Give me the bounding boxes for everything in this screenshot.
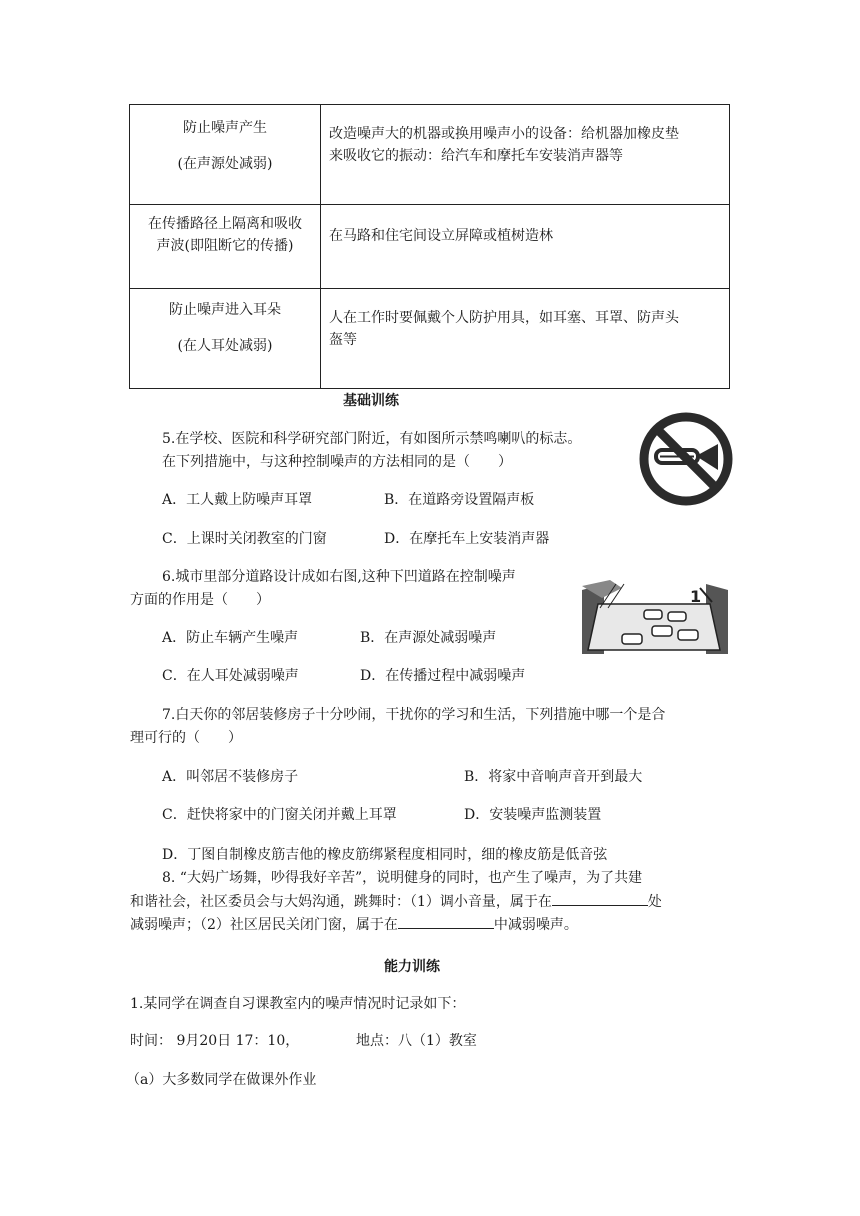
question-7-option-a: A．叫邻居不装修房子: [162, 769, 299, 785]
question-6-text: 6.城市里部分道路设计成如右图,这种下凹道路在控制噪声: [162, 569, 516, 585]
question-8-text-part: 中减弱噪声。: [493, 917, 578, 933]
no-horn-sign-icon: [636, 410, 736, 508]
question-5-text: 5.在学校、医院和科学研究部门附近，有如图所示禁鸣喇叭的标志。: [162, 431, 582, 447]
table-cell: [130, 105, 321, 205]
question-5-option-b: B．在道路旁设置隔声板: [384, 492, 535, 508]
cell-text: (在人耳处减弱): [177, 338, 273, 354]
question-5-text: 在下列措施中，与这种控制噪声的方法相同的是（ ）: [162, 454, 512, 470]
question-8-text: 8. “大妈广场舞，吵得我好辛苦”，说明健身的同时，也产生了噪声，为了共建: [162, 870, 643, 886]
record-time: 时间： 9月20日 17：10，: [130, 1033, 300, 1049]
cell-text: (在声源处减弱): [177, 156, 273, 172]
table-cell: [130, 205, 321, 289]
answer-blank-1[interactable]: [552, 891, 648, 906]
table-row: [130, 289, 730, 389]
cell-text: 声波(即阻断它的传播): [156, 238, 294, 254]
question-7-option-d: D．安装噪声监测装置: [464, 807, 602, 823]
question-8-text-part: 处: [647, 894, 662, 910]
section-heading-ability: 能力训练: [384, 959, 440, 975]
section-heading-basic: 基础训练: [343, 393, 399, 409]
question-8-text-part: 和谐社会，社区委员会与大妈沟通，跳舞时：（1）调小音量，属于在: [130, 894, 552, 910]
question-7-option-c: C．赶快将家中的门窗关闭并戴上耳罩: [162, 807, 397, 823]
cell-text: 来吸收它的振动：给汽车和摩托车安装消声器等: [329, 148, 623, 164]
table-cell: [130, 289, 321, 389]
table-row: [130, 105, 730, 205]
record-place: 地点：八（1）教室: [356, 1033, 477, 1049]
cell-text: 盔等: [329, 332, 357, 348]
table-cell: [321, 289, 730, 389]
record-item-a: （a）大多数同学在做课外作业: [126, 1072, 317, 1088]
question-7-text: 理可行的（ ）: [130, 730, 242, 746]
question-8-text: [130, 914, 578, 934]
question-6-option-d: D．在传播过程中减弱噪声: [360, 668, 526, 684]
noise-control-table: [129, 104, 730, 389]
question-5-option-c: C．上课时关闭教室的门窗: [162, 531, 327, 547]
question-8-text: [130, 891, 662, 911]
question-8-text-part: 减弱噪声；（2）社区居民关闭门窗，属于在: [130, 917, 398, 933]
table-row: [130, 205, 730, 289]
cell-text: 改造噪声大的机器或换用噪声小的设备：给机器加橡皮垫: [329, 126, 679, 142]
question-5-option-a: A．工人戴上防噪声耳罩: [162, 492, 313, 508]
sunken-road-image: [582, 580, 728, 654]
table-cell: [321, 205, 730, 289]
question-6-option-c: C．在人耳处减弱噪声: [162, 668, 299, 684]
table-cell: [321, 105, 730, 205]
cell-text: 防止噪声进入耳朵: [169, 302, 281, 318]
question-6-text: 方面的作用是（ ）: [130, 592, 270, 608]
ability-question-1-text: 1.某同学在调查自习课教室内的噪声情况时记录如下：: [130, 996, 466, 1012]
stray-option-text: D．丁图自制橡皮筋吉他的橡皮筋绑紧程度相同时，细的橡皮筋是低音弦: [162, 847, 608, 863]
question-7-option-b: B．将家中音响声音开到最大: [464, 769, 643, 785]
cell-text: 人在工作时要佩戴个人防护用具，如耳塞、耳罩、防声头: [329, 310, 679, 326]
answer-blank-2[interactable]: [398, 914, 494, 929]
svg-text:1: 1: [690, 587, 702, 606]
cell-text: 防止噪声产生: [183, 120, 267, 136]
question-6-option-b: B．在声源处减弱噪声: [360, 630, 497, 646]
cell-text: 在马路和住宅间设立屏障或植树造林: [329, 228, 553, 244]
question-7-text: 7.白天你的邻居装修房子十分吵闹，干扰你的学习和生活，下列措施中哪一个是合: [162, 707, 666, 723]
cell-text: 在传播路径上隔离和吸收: [148, 216, 302, 232]
question-6-option-a: A．防止车辆产生噪声: [162, 630, 299, 646]
question-5-option-d: D．在摩托车上安装消声器: [384, 531, 550, 547]
